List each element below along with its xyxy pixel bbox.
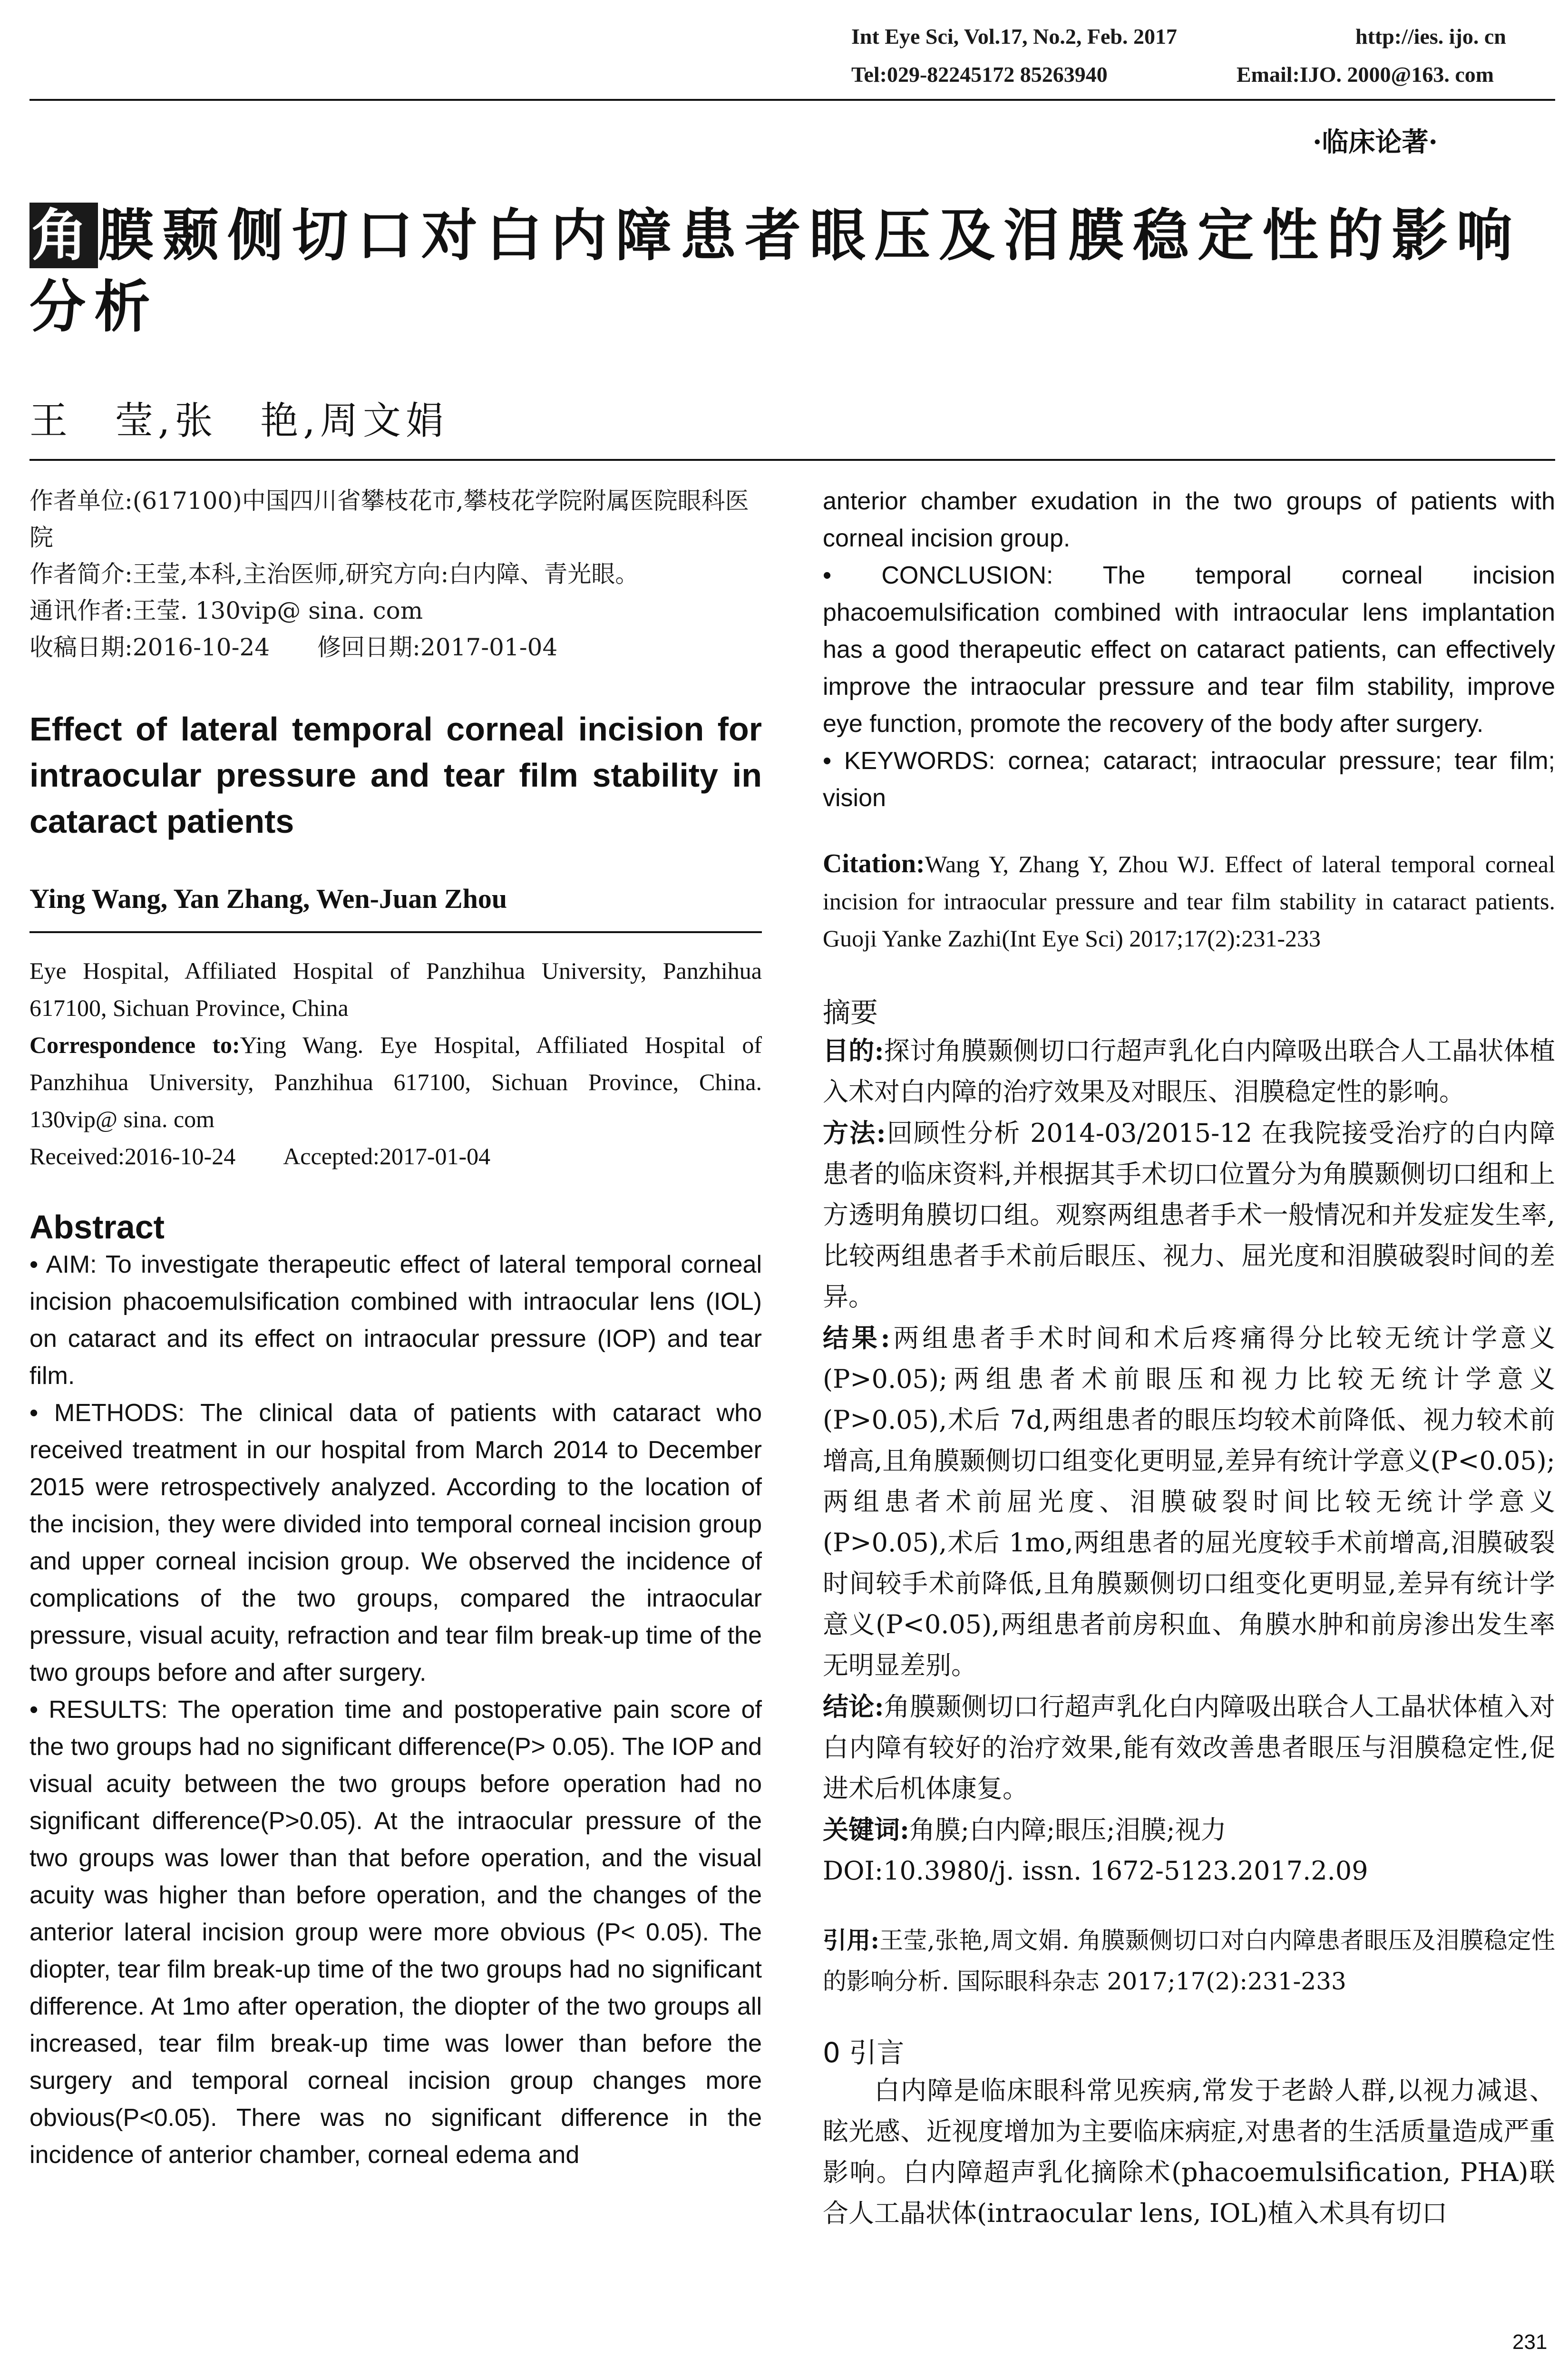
cn-result-label: 结果: [823,1323,890,1353]
journal-citation-header: Int Eye Sci, Vol.17, No.2, Feb. 2017 [851,24,1177,49]
cn-purpose-text: 探讨角膜颞侧切口行超声乳化白内障吸出联合人工晶状体植入术对白内障的治疗效果及对眼压、泪膜稳定性的影响。 [823,1036,1555,1107]
abstract-methods: • METHODS: The clinical data of patients with cataract who received treatment in our hospital from March 2014 to December 2015 were retrospectively analyzed. According to the location of the incision, they were divided into temporal corneal incision group and upper corneal incision group. We observed the incidence of complications of the two groups, compared the intraocular pressure, visual acuity, refraction and tear film break-up time of the two groups before and after surgery. [29,1399,762,1686]
title-first-char: 角 [29,203,98,268]
journal-url[interactable]: http://ies. ijo. cn [1355,24,1506,49]
affiliation-block [29,483,762,666]
cn-purpose-label: 目的: [823,1035,884,1066]
cn-method-label: 方法: [823,1118,886,1148]
journal-email[interactable]: Email:IJO. 2000@163. com [1237,62,1494,87]
english-authors-rule [29,931,762,933]
article-title [29,200,1561,342]
citation [823,845,1555,957]
cn-citation-label: 引用: [823,1926,879,1954]
received-accepted: Received:2016-10-24 Accepted:2017-01-04 [29,1143,491,1169]
cn-conclusion-text: 角膜颞侧切口行超声乳化白内障吸出联合人工晶状体植入对白内障有较好的治疗效果,能有效改善患者眼压与泪膜稳定性,促进术后机体康复。 [823,1692,1555,1803]
abstract-heading: Abstract [29,1208,165,1246]
abstract-results-continued: anterior chamber exudation in the two groups of patients with corneal incision group. [823,487,1555,552]
cn-conclusion [823,1686,1555,1809]
cn-result-text: 两组患者手术时间和术后疼痛得分比较无统计学意义(P>0.05);两组患者术前眼压和视力比较无统计学意义(P>0.05),术后 7d,两组患者的眼压均较术前降低、视力较术前增高,且角膜颞侧切口组变化更明显,差异有统计学意义(P<0.05);两组患者术前屈光度、泪膜破裂时间比较无统计学意义(P>0.05),术后 1mo,两组患者的屈光度较手术前增高,泪膜破裂时间较手术前降低,且角膜颞侧切口组变化更明显,差异有统计学意义(P<0.05),两组患者前房积血、角膜水肿和前房渗出发生率无明显差别。 [823,1323,1556,1680]
cn-keywords [823,1809,1555,1851]
corresponding-author-line: 通讯作者:王莹. 130vip@ sina. com [29,597,423,624]
cn-result [823,1317,1555,1686]
page-number: 231 [1512,2330,1548,2354]
correspondence-text: Ying Wang. Eye Hospital, Affiliated Hospital of Panzhihua University, Panzhihua 617100, Sichuan Province, China. 130vip@ sina. com [29,1032,762,1132]
cn-citation [823,1920,1555,2002]
cn-keywords-text: 角膜;白内障;眼压;泪膜;视力 [909,1815,1227,1845]
abstract-keywords: • KEYWORDS: cornea; cataract; intraocular pressure; tear film; vision [823,747,1555,812]
doi[interactable]: DOI:10.3980/j. issn. 1672-5123.2017.2.09 [823,1856,1368,1886]
intro-heading: 0 引言 [823,2036,905,2069]
journal-tel: Tel:029-82245172 85263940 [851,62,1108,87]
title-rest: 膜颞侧切口对白内障患者眼压及泪膜稳定性的影响分析 [29,203,1521,340]
cn-method-text: 回顾性分析 2014-03/2015-12 在我院接受治疗的白内障患者的临床资料,并根据其手术切口位置分为角膜颞侧切口组和上方透明角膜切口组。观察两组患者手术一般情况和并发症发生率,比较两组患者手术前后眼压、视力、屈光度和泪膜破裂时间的差异。 [823,1118,1556,1312]
section-tag: ·临床论著· [1313,127,1438,158]
left-column [29,483,762,2173]
affiliation-line: 作者单位:(617100)中国四川省攀枝花市,攀枝花学院附属医院眼科医院 [29,487,749,551]
abstract-conclusion: • CONCLUSION: The temporal corneal incision phacoemulsification combined with intraocular lens implantation has a good therapeutic effect on cataract patients, can effectively improve the intraocular pressure and tear film stability, improve eye function, promote the recovery of the body after surgery. [823,562,1555,738]
title-rule [29,459,1555,461]
correspondence [29,1026,762,1138]
cn-keywords-label: 关键词: [823,1814,909,1845]
citation-text: Wang Y, Zhang Y, Zhou WJ. Effect of lateral temporal corneal incision for intraocular pressure and tear film stability in cataract patients. Guoji Yanke Zazhi(Int Eye Sci) 2017;17(2):231-233 [823,851,1555,952]
english-affiliation: Eye Hospital, Affiliated Hospital of Panzhihua University, Panzhihua 617100, Sichuan Province, China [29,957,762,1021]
author-bio-line: 作者简介:王莹,本科,主治医师,研究方向:白内障、青光眼。 [29,560,639,588]
cn-method [823,1112,1555,1317]
header-rule [29,99,1555,101]
received-dates-line: 收稿日期:2016-10-24 修回日期:2017-01-04 [29,633,558,661]
correspondence-label: Correspondence to: [29,1032,240,1058]
english-title: Effect of lateral temporal corneal incision for intraocular pressure and tear film stability in cataract patients [29,711,762,840]
intro-paragraph: 白内障是临床眼科常见疾病,常发于老龄人群,以视力减退、眩光感、近视度增加为主要临床病症,对患者的生活质量造成严重影响。白内障超声乳化摘除术(phacoemulsification, PHA)联合人工晶状体(intraocular lens, IOL)植入术具有切口 [823,2075,1555,2228]
authors-cn: 王 莹,张 艳,周文娟 [29,399,448,443]
chinese-abstract-heading: 摘要 [823,996,878,1029]
citation-label: Citation: [823,849,925,878]
english-authors: Ying Wang, Yan Zhang, Wen-Juan Zhou [29,883,507,914]
abstract-aim: • AIM: To investigate therapeutic effect of lateral temporal corneal incision phacoemulsification combined with intraocular lens (IOL) on cataract and its effect on intraocular pressure (IOP) and tear film. [29,1251,762,1390]
cn-citation-text: 王莹,张艳,周文娟. 角膜颞侧切口对白内障患者眼压及泪膜稳定性的影响分析. 国际眼科杂志 2017;17(2):231-233 [823,1927,1555,1995]
cn-conclusion-label: 结论: [823,1691,884,1722]
cn-purpose [823,1030,1555,1112]
abstract-results: • RESULTS: The operation time and postoperative pain score of the two groups had no significant difference(P> 0.05). The IOP and visual acuity between the two groups before operation had no significant difference(P>0.05). At the intraocular pressure of the two groups was lower than that before operation, and the visual acuity was higher than before operation, and the changes of the anterior lateral incision group were more obvious (P< 0.05). The diopter, tear film break-up time of the two groups had no significant difference. At 1mo after operation, the diopter of the two groups all increased, tear film break-up time was lower than before the surgery and temporal corneal incision group changes more obvious(P<0.05). There was no significant difference in the incidence of anterior chamber, corneal edema and [29,1696,762,2169]
right-column [823,483,1555,2234]
